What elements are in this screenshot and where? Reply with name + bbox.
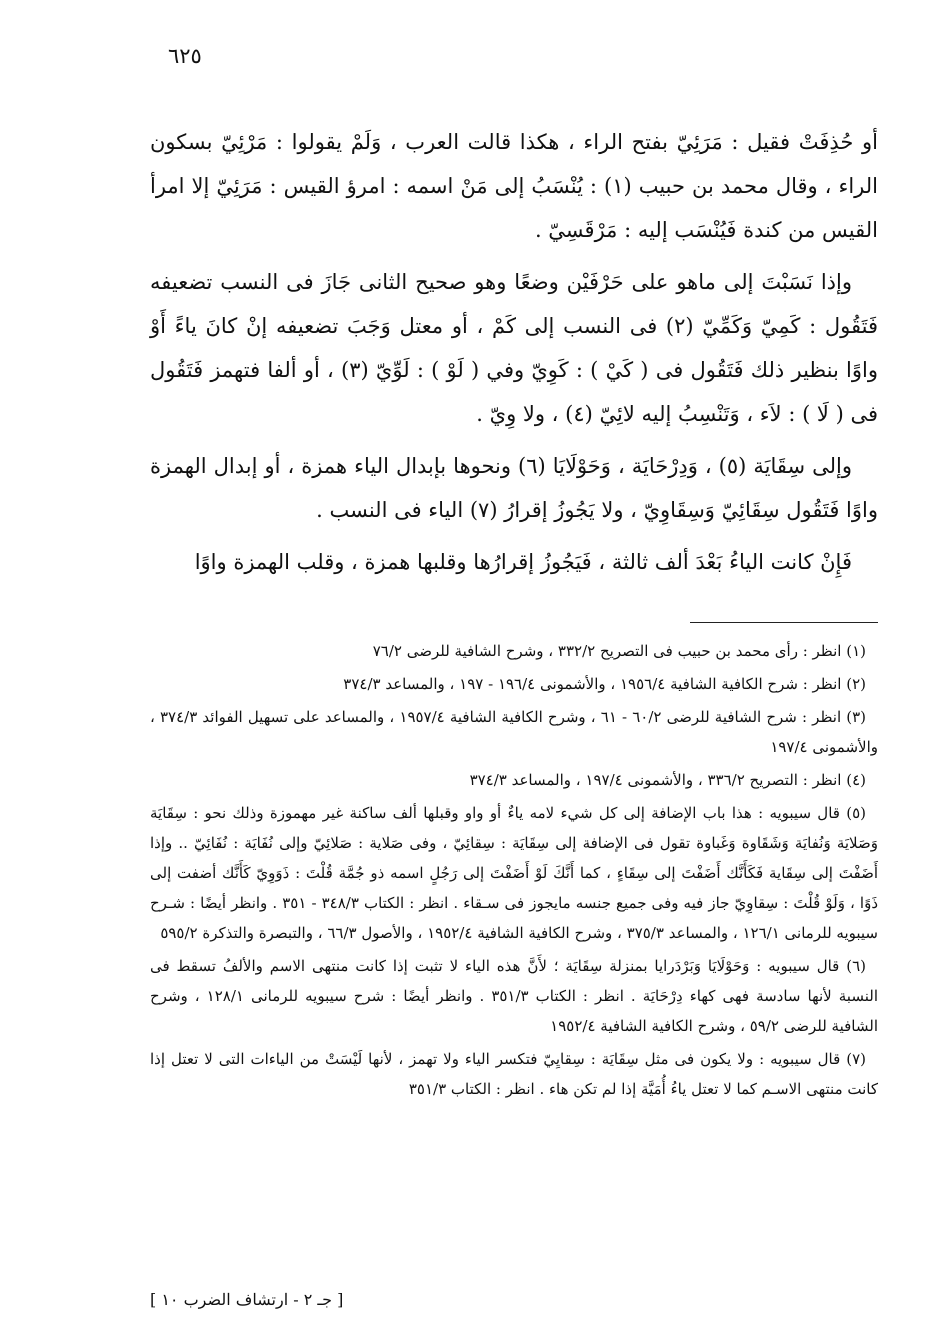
- footnote-5: (٥) قال سيبويه : هذا باب الإضافة إلى كل شيء لامه ياءٌ أو واو وقبلها ألف ساكنة غير مهموزة وذلك نحو : سِقَايَة وَصَلايَة وَنُفايَة وَشَقَاوة وَغَباوة تقول فى الإضافة إلى سِقَايَة : سِقائِيّ ، وفى صَلاية : صَلائِيّ وإلى نُفَايَة : نُفَائِيّ .. وإذا أَضَفْتَ إلى سِقَاية فَكَأَنَّك أَضَفْتَ إلى سِقَاءٍ ، كما أَنَّكَ لَوْ أَضَفْتَ إلى رَجُلٍ اسمه ذو جُمَّة قُلْتَ : ذَوَوِيّ كَأَنَّك أضفت إلى ذَوًا ، وَلَوْ قُلْتَ : سِقاوِيّ جاز فيه وفى جميع جنسه مايجوز فى سـقاء . انظر : الكتاب ٣٤٨/٣ - ٣٥١ . وانظر أيضًا : شـرح سيبويه للرمانى ١٢٦/١ ، والمساعد ٣٧٥/٣ ، وشرح الكافية الشافية ١٩٥٢/٤ ، والأصول ٦٦/٣ ، والتبصرة والتذكرة ٥٩٥/٢: [150, 804, 879, 942]
- footnote-divider: [690, 622, 878, 623]
- page-footer: [ جـ ٢ - ارتشاف الضرب ١٠ ]: [150, 1290, 344, 1309]
- main-paragraph: أو حُذِفَتْ فقيل : مَرَئِيّ بفتح الراء ، هكذا قالت العرب ، وَلَمْ يقولوا : مَرْئِيّ بسكون الراء ، وقال محمد بن حبيب (١) : يُنْسَبُ إلى مَنْ اسمه : امرؤ القيس : مَرَئِيّ إلا امرأ القيس من كندة فَيُنْسَب إليه : مَرْقَسِيّ .: [150, 130, 878, 242]
- main-paragraph: فَإِنْ كانت الياءُ بَعْدَ ألف ثالثة ، فَيَجُوزُ إقرارُها وقلبها همزة ، وقلب الهمزة واوًا: [194, 550, 852, 574]
- page-number: ٦٢٥: [168, 44, 202, 68]
- footnote-1: (١) انظر : رأى محمد بن حبيب فى التصريح ٣٣٢/٢ ، وشرح الشافية للرضى ٧٦/٢: [372, 642, 866, 660]
- main-paragraph: وإذا نَسَبْتَ إلى ماهو على حَرْفَيْن وضعًا وهو صحيح الثانى جَازَ فى النسب تضعيفه فَتَقُول : كَمِيّ وَكَمِّيّ (٢) فى النسب إلى كَمْ ، أو معتل وَجَبَ تضعيفه إنْ كانَ ياءً أَوْ واوًا بنظير ذلك فَتَقُول فى ( كَيْ ) : كَوِيّ وفي ( لَوْ ) : لَوِّيّ (٣) ، أو ألفا فتهمز فَتَقُول فى ( لَا ) : لاَء ، وَتَنْسِبُ إليه لائِيّ (٤) ، ولا وِيّ .: [150, 270, 878, 426]
- footnotes: [150, 636, 878, 1107]
- footnote-7: (٧) قال سيبويه : ولا يكون فى مثل سِقَايَة : سِقايِيّ فتكسر الياء ولا تهمز ، لأنها لَيْسَتْ من الياءات التى لا تعتل إذا كانت منتهى الاسـم كما لا تعتل ياءُ أُمَيَّة إذا لم تكن هاء . انظر : الكتاب ٣٥١/٣: [150, 1050, 878, 1098]
- footnote-4: (٤) انظر : التصريح ٣٣٦/٢ ، والأشمونى ١٩٧/٤ ، والمساعد ٣٧٤/٣: [469, 771, 866, 789]
- footnote-3: (٣) انظر : شرح الشافية للرضى ٦٠/٢ - ٦١ ، وشرح الكافية الشافية ١٩٥٧/٤ ، والمساعد على تسهيل الفوائد ٣٧٤/٣ ، والأشمونى ١٩٧/٤: [150, 708, 878, 756]
- footnote-2: (٢) انظر : شرح الكافية الشافية ١٩٥٦/٤ ، والأشمونى ١٩٦/٤ - ١٩٧ ، والمساعد ٣٧٤/٣: [343, 675, 866, 693]
- main-text: [150, 120, 878, 592]
- footnote-6: (٦) قال سيبويه : وَحَوْلَايَا وَبَرْدَرايا بمنزلة سِقَايَة ؛ لأَنَّ هذه الياء لا تثبت إذا كانت منتهى الاسم والألفُ تسقط فى النسبة لأنها سادسة فهى كهاء دِرْحَايَة . انظر : الكتاب ٣٥١/٣ . وانظر أيضًا : شرح سيبويه للرمانى ١٢٨/١ ، وشرح الشافية للرضى ٥٩/٢ ، وشرح الكافية الشافية ١٩٥٢/٤: [150, 957, 878, 1035]
- main-paragraph: وإلى سِقَايَة (٥) ، وَدِرْحَايَة ، وَحَوْلَايَا (٦) ونحوها بإبدال الياء همزة ، أو إبدال الهمزة واوًا فَتَقُول سِقَائِيّ وَسِقَاوِيّ ، ولا يَجُوزُ إقرارُ (٧) الياء فى النسب .: [150, 454, 878, 522]
